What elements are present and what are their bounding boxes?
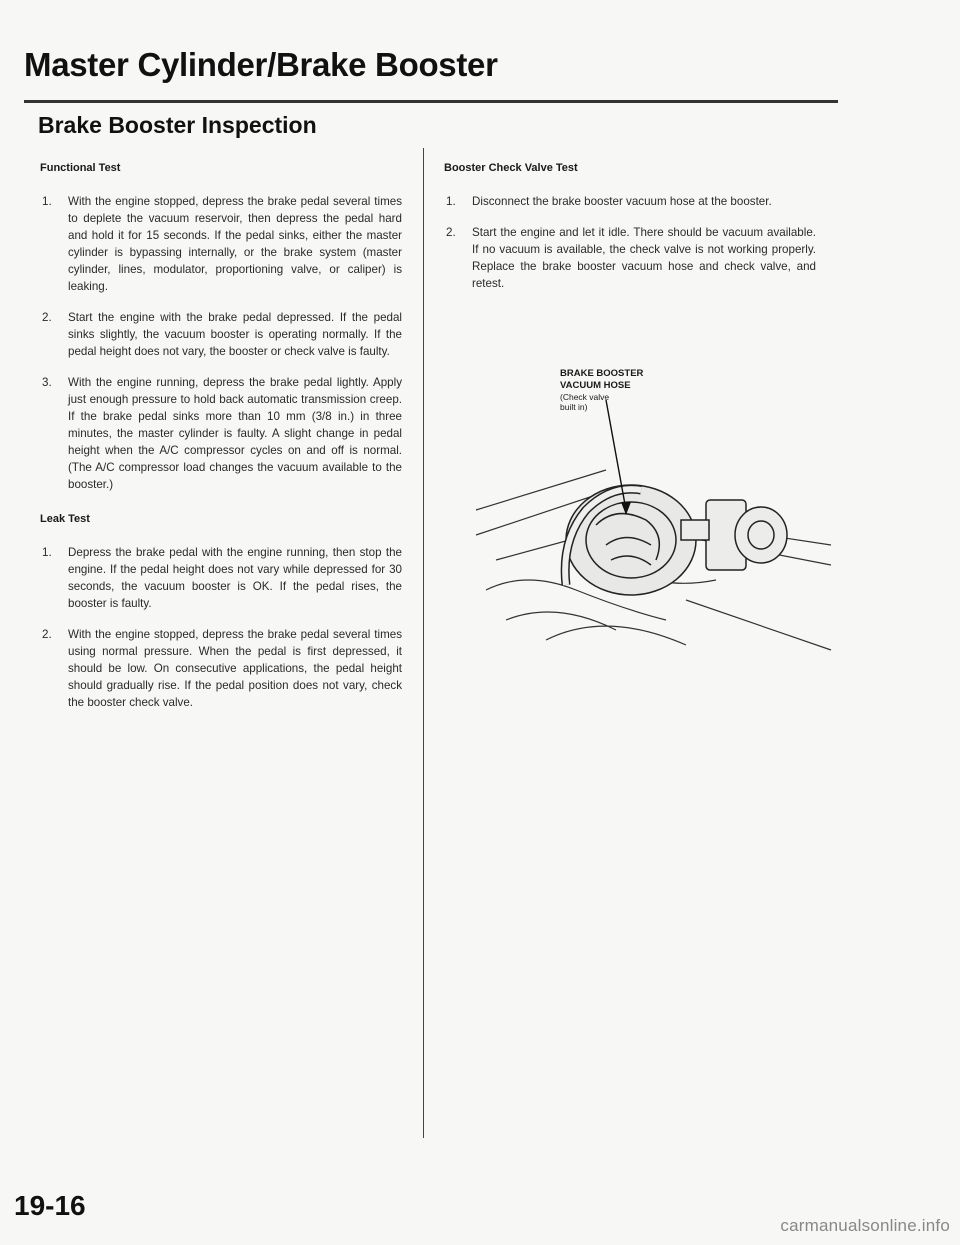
callout-line: VACUUM HOSE	[560, 380, 631, 391]
step-text: With the engine running, depress the brake pedal lightly. Apply just enough pressure to hold back automatic transmission creep. If the brake pedal sinks more than 10 mm (3/8 in.) in three minutes, the master cylinder is faulty. A slight change in pedal height when the A/C compressor cycles on and off is normal. (The A/C compressor load changes the vacuum available to the booster.)	[68, 376, 402, 491]
step-text: Depress the brake pedal with the engine running, then stop the engine. If the pedal height does not vary while depressed for 30 seconds, the vacuum booster is OK. If the pedal rises, the booster is faulty.	[68, 546, 402, 610]
callout-note: built in)	[560, 402, 588, 412]
step-text: With the engine stopped, depress the brake pedal several times to deplete the vacuum reservoir, then depress the pedal hard and hold it for 15 seconds. If the pedal sinks, either the master cylinder is bypassing internally, or the brake system (master cylinder, lines, modulator, proportioning valve, or caliper) is leaking.	[68, 195, 402, 293]
booster-assembly	[566, 485, 696, 595]
step-number: 1.	[42, 195, 52, 208]
column-divider	[423, 148, 424, 1138]
list-item	[444, 224, 816, 292]
right-column	[444, 160, 816, 310]
step-text: Disconnect the brake booster vacuum hose at the booster.	[472, 195, 772, 208]
left-column	[40, 160, 402, 729]
brake-booster-illustration	[466, 360, 836, 660]
page-title: Master Cylinder/Brake Booster	[24, 46, 498, 83]
leak-test-steps	[40, 544, 402, 711]
check-valve-test-steps	[444, 193, 816, 292]
step-text: Start the engine and let it idle. There should be vacuum available. If no vacuum is available, the check valve is not working properly. Replace the brake booster vacuum hose and check valve, and retest.	[472, 226, 816, 290]
list-item	[40, 309, 402, 360]
callout-note: (Check valve	[560, 392, 610, 402]
title-rule	[24, 100, 838, 103]
list-item	[40, 193, 402, 295]
step-number: 3.	[42, 376, 52, 389]
list-item	[40, 626, 402, 711]
watermark: carmanualsonline.info	[780, 1216, 950, 1235]
step-number: 1.	[42, 546, 52, 559]
page-number: 19-16	[14, 1190, 86, 1221]
step-number: 1.	[446, 195, 456, 208]
functional-test-heading: Functional Test	[40, 162, 121, 174]
section-title: Brake Booster Inspection	[38, 112, 317, 138]
step-number: 2.	[446, 226, 456, 239]
check-valve-test-heading: Booster Check Valve Test	[444, 162, 578, 174]
step-text: Start the engine with the brake pedal depressed. If the pedal sinks slightly, the vacuum booster is operating normally. If the pedal height does not vary, the booster or check valve is faulty.	[68, 311, 402, 358]
functional-test-steps	[40, 193, 402, 493]
callout-line: BRAKE BOOSTER	[560, 368, 644, 379]
step-number: 2.	[42, 628, 52, 641]
master-cylinder-reservoir	[681, 500, 787, 570]
list-item	[40, 374, 402, 493]
step-number: 2.	[42, 311, 52, 324]
step-text: With the engine stopped, depress the brake pedal several times using normal pressure. When the pedal is first depressed, it should be low. On consecutive applications, the pedal height should gradually rise. If the pedal position does not vary, check the booster check valve.	[68, 628, 402, 709]
list-item	[40, 544, 402, 612]
list-item	[444, 193, 816, 210]
leak-test-heading: Leak Test	[40, 513, 90, 525]
